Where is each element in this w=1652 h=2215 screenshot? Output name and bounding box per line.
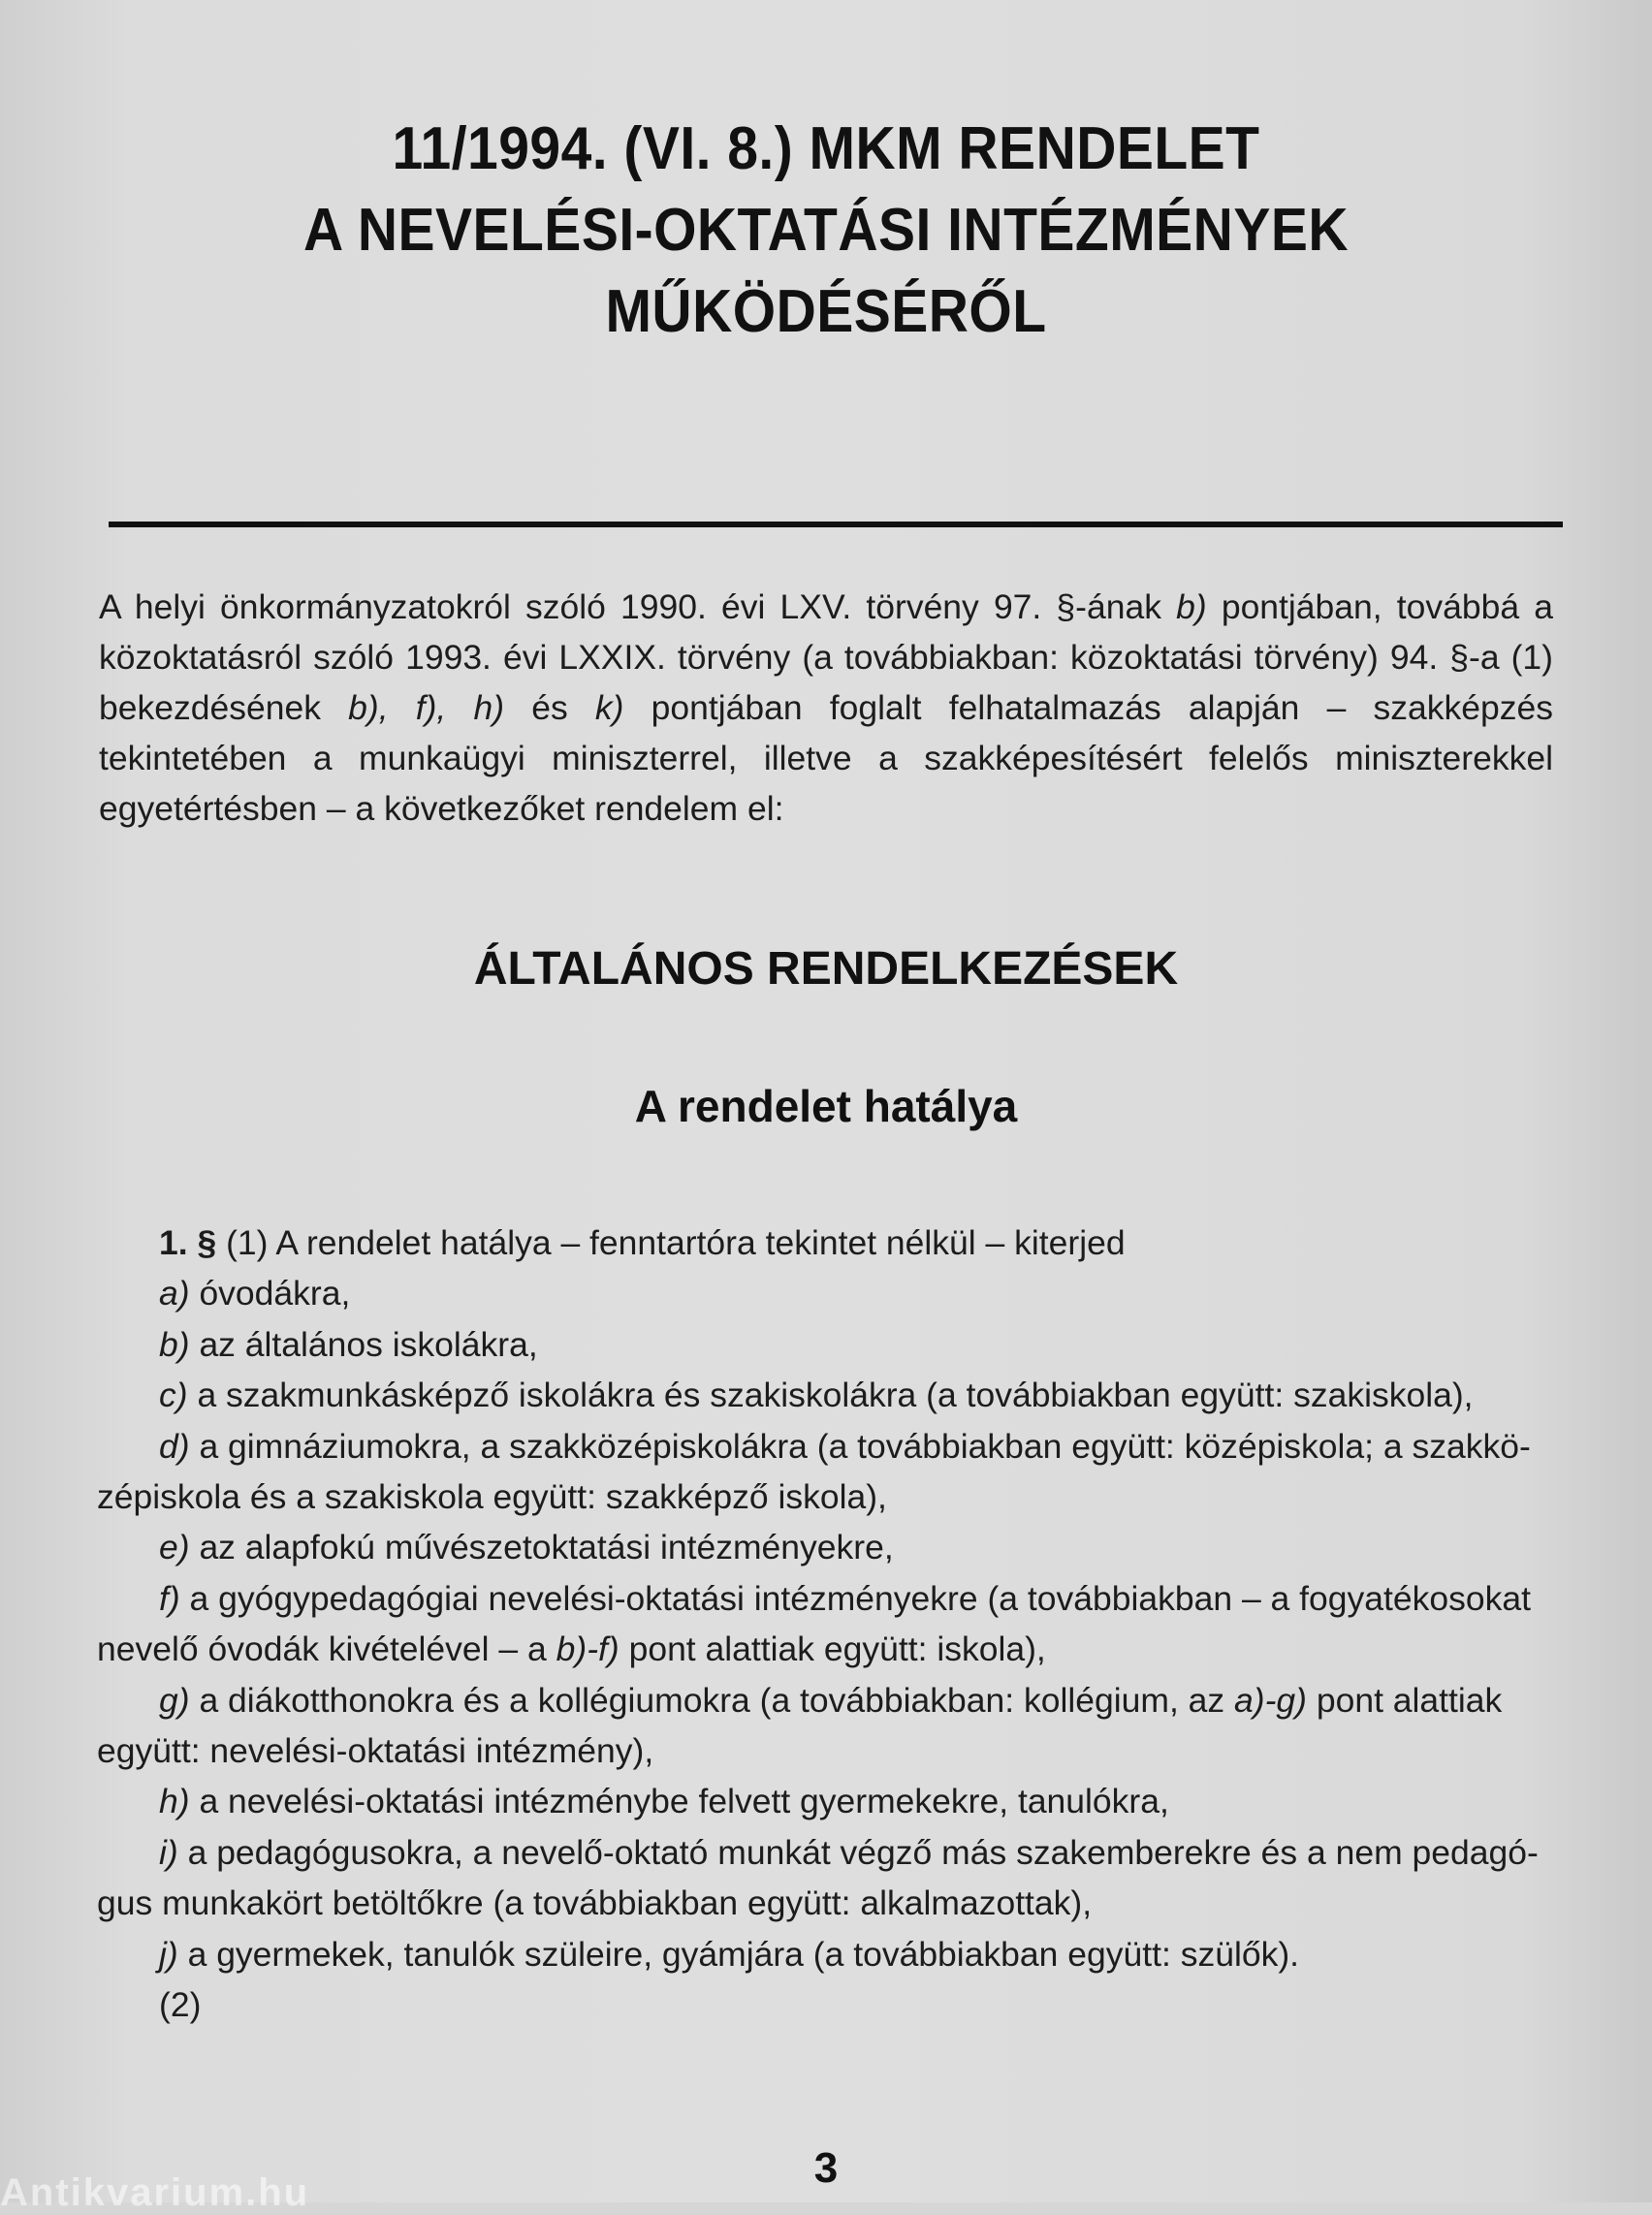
item-label: j) — [159, 1934, 178, 1974]
intro-segment: pontjában, továbbá a közoktatásról szóló 1993. évi LXXIX. törvény (a továbbiakban: közoktatási törvény) 94. §-a (1) bekezdésének — [99, 587, 1553, 727]
paragraph-lead — [97, 1218, 1557, 1268]
list-item — [97, 1675, 1557, 1725]
item-label: b) — [159, 1324, 190, 1364]
list-item — [97, 1421, 1557, 1471]
item-text: az általános iskolákra, — [189, 1324, 538, 1364]
item-label: a) — [159, 1274, 190, 1313]
section-heading: ÁLTALÁNOS RENDELKEZÉSEK — [473, 943, 1179, 995]
intro-label: k) — [594, 688, 624, 727]
item-text: a diákotthonokra és a kollégiumokra (a továbbiakban: kollégium, az — [189, 1680, 1235, 1720]
section-1-paragraph — [97, 1218, 1557, 2031]
item-label: g) — [159, 1680, 190, 1720]
intro-text — [99, 582, 1553, 834]
list-item-continuation: gus munkakört betöltőkre (a továbbiakban együtt: alkalmazottak), — [97, 1883, 1093, 1923]
title-line-3: MŰKÖDÉSÉRŐL — [605, 278, 1047, 345]
intro-paragraph — [99, 582, 1553, 834]
item-label: e) — [159, 1528, 190, 1567]
paragraph-lead-text: (1) A rendelet hatálya – fenntartóra tekintet nélkül – kiterjed — [216, 1223, 1126, 1262]
item-text: pont alattiak — [1306, 1680, 1503, 1720]
list-item — [97, 1268, 1557, 1318]
title-divider — [109, 522, 1563, 527]
list-item — [97, 1573, 1557, 1624]
list-item — [97, 1929, 1557, 1979]
item-text: a gyógypedagógiai nevelési-oktatási intézményekre (a továbbiakban – a fogyatékosokat — [179, 1578, 1531, 1618]
item-text: óvodákra, — [189, 1274, 351, 1313]
item-text: a pedagógusokra, a nevelő-oktató munkát végző más szakemberekre és a nem pedagó- — [177, 1832, 1539, 1872]
intro-segment: és — [504, 688, 595, 727]
paragraph-number: 1. § — [159, 1223, 217, 1262]
item-label: f) — [159, 1578, 180, 1618]
document-title — [0, 109, 1652, 353]
page-number: 3 — [813, 2144, 839, 2192]
item-label: h) — [159, 1782, 190, 1821]
item-text: a gimnáziumokra, a szakközépiskolákra (a továbbiakban együtt: középiskola; a szakkö- — [189, 1426, 1531, 1466]
intro-label: b), f), h) — [348, 688, 505, 727]
intro-label: b) — [1176, 587, 1207, 626]
item-text: nevelő óvodák kivételével – a — [97, 1630, 556, 1669]
list-item — [97, 1522, 1557, 1572]
item-label: b)-f) — [556, 1630, 620, 1669]
item-label: i) — [159, 1832, 178, 1872]
intro-segment: pontjában foglalt felhatalmazás alapján – szakképzés tekintetében a munkaügyi miniszterrel, illetve a szakképesítésért felelős miniszterekkel egyetértésben – a következőket rendelem el: — [99, 688, 1553, 828]
item-text: a szakmunkásképző iskolákra és szakiskolákra (a továbbiakban együtt: szakiskola), — [187, 1376, 1474, 1415]
paragraph-closing: (2) — [159, 1985, 202, 2025]
list-item — [97, 1776, 1557, 1826]
title-line-2: A NEVELÉSI-OKTATÁSI INTÉZMÉNYEK — [302, 197, 1349, 264]
sub-heading: A rendelet hatálya — [634, 1081, 1018, 1131]
list-item-continuation — [97, 1624, 1557, 1674]
list-item — [97, 1827, 1557, 1878]
list-item-continuation: együtt: nevelési-oktatási intézmény), — [97, 1731, 654, 1771]
item-text: pont alattiak együtt: iskola), — [619, 1630, 1046, 1669]
watermark: Antikvarium.hu — [0, 2171, 310, 2214]
list-item-continuation: zépiskola és a szakiskola együtt: szakképző iskola), — [97, 1477, 887, 1517]
intro-segment: A helyi önkormányzatokról szóló 1990. évi LXV. törvény 97. §-ának — [99, 587, 1177, 626]
list-item — [97, 1319, 1557, 1370]
title-line-1: 11/1994. (VI. 8.) MKM RENDELET — [392, 115, 1260, 182]
item-label: d) — [159, 1426, 190, 1466]
item-text: a nevelési-oktatási intézménybe felvett gyermekekre, tanulókra, — [189, 1782, 1169, 1821]
item-label: c) — [159, 1376, 188, 1415]
list-item — [97, 1370, 1557, 1420]
item-text: a gyermekek, tanulók szüleire, gyámjára (a továbbiakban együtt: szülők). — [177, 1934, 1300, 1974]
item-label: a)-g) — [1234, 1680, 1307, 1720]
item-text: az alapfokú művészetoktatási intézményekre, — [189, 1528, 894, 1567]
